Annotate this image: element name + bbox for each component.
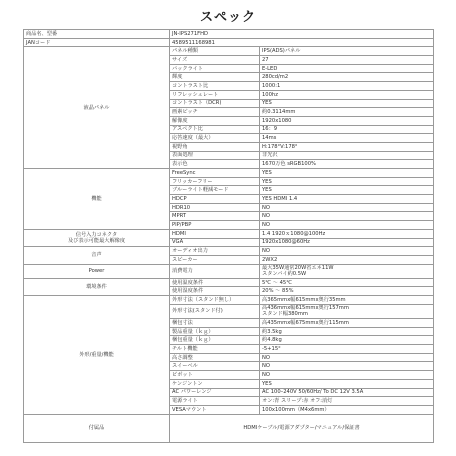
value-cell: 5℃ ～ 45℃: [260, 278, 434, 287]
category-cell: 機能: [24, 169, 170, 230]
row-label: 商品名、型番: [24, 30, 170, 39]
value-cell: NO: [260, 247, 434, 256]
item-cell: 応答速度（最大）: [170, 134, 260, 143]
value-cell: 100x100mm（M4x6mm）: [260, 405, 434, 414]
value-cell: 14ms: [260, 134, 434, 143]
value-cell: 高436mmx幅615mmx奥行157mm スタンド幅380mm: [260, 304, 434, 318]
item-cell: アスペクト比: [170, 125, 260, 134]
value-cell: NO: [260, 203, 434, 212]
item-cell: 使用温度条件: [170, 278, 260, 287]
value-cell: -5+15°: [260, 345, 434, 354]
item-cell: 外形寸法（スタンド無し）: [170, 296, 260, 305]
value-cell: 高435mmx幅675mmx奥行115mm: [260, 319, 434, 328]
value-cell: 280cd/m2: [260, 73, 434, 82]
value-cell: 1.4 1920ｘ1080@100Hz: [260, 229, 434, 238]
item-cell: チルト機能: [170, 345, 260, 354]
category-cell: 液晶パネル: [24, 47, 170, 169]
item-cell: ブルーライト軽減モード: [170, 186, 260, 195]
item-cell: HDMI: [170, 229, 260, 238]
item-cell: 梱包重量（ｋｇ）: [170, 336, 260, 345]
value-cell: AC 100–240V 50/60Hz/ To DC 12V 3.5A: [260, 388, 434, 397]
item-cell: PIP/PBP: [170, 221, 260, 230]
item-cell: 外形寸法(スタンド付): [170, 304, 260, 318]
item-cell: 表面処理: [170, 151, 260, 160]
value-cell: 約4.8kg: [260, 336, 434, 345]
value-cell: 27: [260, 56, 434, 65]
category-cell: 外形/重量/機能: [24, 296, 170, 414]
value-cell: 最大35W通常20W省エネ11W スタンバイ約0.5W: [260, 264, 434, 278]
item-cell: パネル種類: [170, 47, 260, 56]
row-label: JANコード: [24, 38, 170, 47]
value-cell: 1000:1: [260, 82, 434, 91]
item-cell: 高さ調整: [170, 353, 260, 362]
item-cell: 視野角: [170, 142, 260, 151]
item-cell: FreeSync: [170, 169, 260, 178]
value-cell: YES: [260, 99, 434, 108]
value-cell: NO: [260, 212, 434, 221]
value-cell: 20% ～ 85%: [260, 287, 434, 296]
table-row: [24, 414, 434, 442]
item-cell: コントラスト比: [170, 82, 260, 91]
item-cell: VESAマウント: [170, 405, 260, 414]
value-cell: 約3.5kg: [260, 327, 434, 336]
value-cell: 非光沢: [260, 151, 434, 160]
value-cell: YES: [260, 379, 434, 388]
value-cell: YES HDMI 1.4: [260, 195, 434, 204]
value-cell: 1670万色 sRGB100%: [260, 160, 434, 169]
item-cell: 輝度: [170, 73, 260, 82]
item-cell: バックライト: [170, 64, 260, 73]
item-cell: スピーカー: [170, 255, 260, 264]
table-row: [24, 47, 434, 56]
table-row: [24, 264, 434, 278]
item-cell: オーディオ出力: [170, 247, 260, 256]
value-cell: 16：9: [260, 125, 434, 134]
value-cell: 2WX2: [260, 255, 434, 264]
accessories-value: HDMIケーブル/電源アダプター/マニュアル/保証書: [170, 414, 434, 442]
item-cell: AC パワーレンジ: [170, 388, 260, 397]
value-cell: 100hz: [260, 90, 434, 99]
category-cell: 信号入力コネクタ 及び表示可能最大解像度: [24, 229, 170, 246]
item-cell: 梱包寸法: [170, 319, 260, 328]
value-cell: NO: [260, 353, 434, 362]
spec-table: [23, 29, 434, 443]
item-cell: 消費電力: [170, 264, 260, 278]
category-cell: 付属品: [24, 414, 170, 442]
item-cell: スイーベル: [170, 362, 260, 371]
item-cell: フリッカーフリー: [170, 177, 260, 186]
value-cell: 1920x1080: [260, 116, 434, 125]
page-title: スペック: [199, 10, 256, 25]
table-row: [24, 169, 434, 178]
category-cell: Power: [24, 264, 170, 278]
value-cell: E-LED: [260, 64, 434, 73]
value-cell: 1920x1080@60Hz: [260, 238, 434, 247]
value-cell: 約0.3114mm: [260, 108, 434, 117]
item-cell: リフレッシュレート: [170, 90, 260, 99]
value-cell: YES: [260, 177, 434, 186]
item-cell: 解像度: [170, 116, 260, 125]
value-cell: YES: [260, 169, 434, 178]
item-cell: ケンジントン: [170, 379, 260, 388]
item-cell: ピボット: [170, 371, 260, 380]
table-row: [24, 30, 434, 39]
value-cell: 高365mmx幅615mmx奥行35mm: [260, 296, 434, 305]
spec-table-container: [23, 29, 433, 443]
item-cell: サイズ: [170, 56, 260, 65]
item-cell: 製品重量（ｋｇ）: [170, 327, 260, 336]
value-cell: H:178°V:178°: [260, 142, 434, 151]
category-cell: 環境条件: [24, 278, 170, 295]
table-row: [24, 38, 434, 47]
value-cell: NO: [260, 362, 434, 371]
category-cell: 音声: [24, 247, 170, 264]
table-row: [24, 247, 434, 256]
value-cell: オン:青 スリープ:赤 オフ:消灯: [260, 397, 434, 406]
item-cell: VGA: [170, 238, 260, 247]
row-value: JN-IPS271FHD: [170, 30, 434, 39]
value-cell: IPS(ADS)パネル: [260, 47, 434, 56]
value-cell: NO: [260, 221, 434, 230]
item-cell: 画素ピッチ: [170, 108, 260, 117]
item-cell: HDR10: [170, 203, 260, 212]
row-value: 4589511168981: [170, 38, 434, 47]
value-cell: YES: [260, 186, 434, 195]
item-cell: HDCP: [170, 195, 260, 204]
item-cell: 使用湿度条件: [170, 287, 260, 296]
item-cell: 表示色: [170, 160, 260, 169]
item-cell: コントラスト（DCR): [170, 99, 260, 108]
value-cell: NO: [260, 371, 434, 380]
table-row: [24, 229, 434, 238]
item-cell: 電源ライト: [170, 397, 260, 406]
table-row: [24, 278, 434, 287]
item-cell: MPRT: [170, 212, 260, 221]
table-row: [24, 296, 434, 305]
